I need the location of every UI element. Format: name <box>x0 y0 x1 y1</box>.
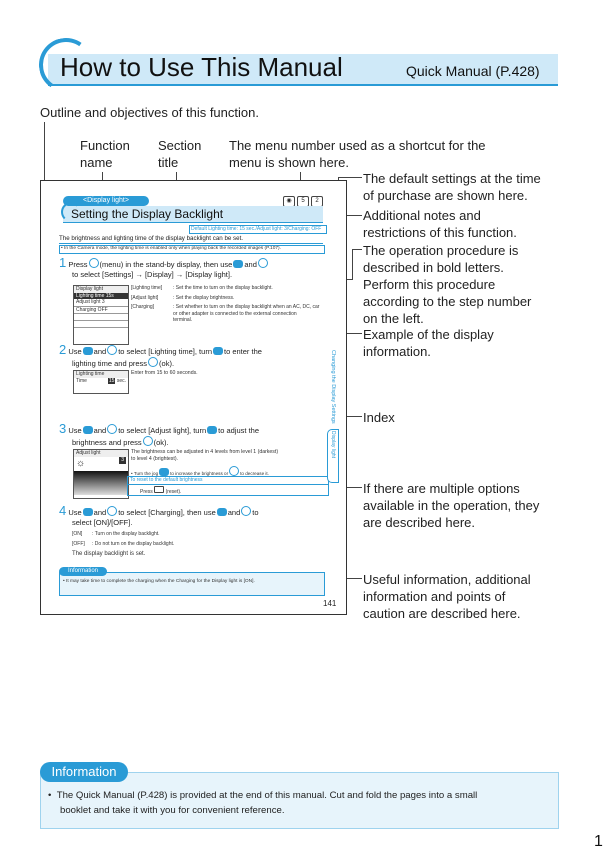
side-index-label: Changing the Display Settings <box>330 350 336 424</box>
caption-line: Useful information, additional <box>363 572 531 587</box>
jog-key-icon <box>83 426 93 434</box>
caption-line: If there are multiple options <box>363 481 520 496</box>
quick-manual-reference[interactable]: Quick Manual (P.428) <box>406 63 540 79</box>
select-key-icon <box>107 345 117 355</box>
caption-multiple-options <box>363 480 539 531</box>
caption-line: name <box>80 155 113 170</box>
note-text: to decrease it. <box>240 471 269 476</box>
caption-index: Index <box>363 410 395 425</box>
option-label: [Charging] <box>131 304 155 310</box>
reset-key-icon <box>154 486 164 493</box>
caption-menu-number <box>229 137 486 171</box>
ok-key-icon <box>143 436 153 446</box>
jog-key-icon <box>207 426 217 434</box>
sample-info-tab-label: Information <box>67 568 98 574</box>
caption-line: according to the step number <box>363 294 532 309</box>
option-row <box>72 531 272 538</box>
step-text: to adjust the <box>218 426 260 435</box>
caption-line: are described here. <box>363 515 476 530</box>
key-icon <box>229 466 239 476</box>
option-label: [Lighting time] <box>131 285 163 291</box>
step-text: and <box>227 508 241 517</box>
option-row <box>72 541 272 548</box>
option-label: [ON] <box>72 531 83 537</box>
note-text: In the Camera mode, the lighting time is enabled only when playing back the recorded images (P.107). <box>64 246 281 251</box>
brightness-gradient <box>74 471 128 495</box>
select-key-icon <box>107 506 117 516</box>
caption-line: Perform this procedure <box>363 277 496 292</box>
caption-line: on the left. <box>363 311 424 326</box>
step-text: Use <box>68 347 82 356</box>
jog-key-icon <box>213 347 223 355</box>
step-text: to select [Charging], then use <box>118 508 216 517</box>
jog-key-icon <box>233 260 243 268</box>
caption-outline: Outline and objectives of this function. <box>40 105 259 120</box>
default-settings-line: Default Lighting time: 15 sec./Adjust light: 3/Charging: OFF <box>189 225 327 234</box>
number-key-icon: 5 <box>297 196 309 207</box>
multiple-options-box <box>127 476 329 496</box>
jog-key-icon <box>83 347 93 355</box>
note-text: Turn the jog <box>133 471 159 476</box>
step-text: to select [Settings] → [Display] → [Display light]. <box>72 270 233 279</box>
screen-row <box>74 378 128 385</box>
screen-unit: sec. <box>116 377 126 384</box>
caption-line: The menu number used as a shortcut for the <box>229 138 486 153</box>
caption-default-settings <box>363 170 541 204</box>
jog-key-icon <box>159 468 169 476</box>
display-example-screen <box>73 449 129 499</box>
option-desc: or other adapter is connected to the external connection <box>173 310 297 317</box>
screen-row <box>74 457 128 471</box>
jog-key-icon <box>217 508 227 516</box>
step-2-note: Enter from 15 to 60 seconds. <box>131 370 198 376</box>
step-text: to select [Lighting time], turn <box>118 347 212 356</box>
step-4 <box>59 503 329 528</box>
step-1 <box>59 255 324 280</box>
step-text: and <box>93 347 107 356</box>
step-text: lighting time and press <box>72 359 148 368</box>
option-row <box>131 285 331 292</box>
option-desc: : Do not turn on the display backlight. <box>92 540 175 547</box>
caption-line: Example of the display <box>363 327 494 342</box>
note-line: to level 4 (brightest). <box>131 455 178 462</box>
step-text: Use <box>68 426 82 435</box>
caption-section-title <box>158 137 201 171</box>
option-desc: : Turn on the display backlight. <box>92 531 160 537</box>
caption-line: Additional notes and <box>363 208 481 223</box>
step-text: to enter the <box>224 347 262 356</box>
menu-number-icons <box>283 196 323 206</box>
note-bullet: • Turn the jog to increase the brightness or to decrease it. <box>131 466 331 478</box>
caption-line: Section <box>158 138 202 153</box>
option-desc: : Set the display brightness. <box>173 294 235 301</box>
side-index[interactable] <box>327 351 337 483</box>
step-4-options <box>72 531 272 547</box>
caption-operation-procedure <box>363 242 531 327</box>
function-outline: The brightness and lighting time of the display backlight can be set. <box>59 235 323 244</box>
select-key-icon <box>241 506 251 516</box>
menu-key-icon <box>89 258 99 268</box>
option-desc: : Set the time to turn on the display backlight. <box>173 285 273 291</box>
screen-label: Time <box>76 377 87 384</box>
display-example-screen <box>73 285 129 345</box>
caption-line: restrictions of this function. <box>363 225 517 240</box>
info-line: • The Quick Manual (P.428) is provided at the end of this manual. Cut and fold the pages into a small <box>48 790 478 801</box>
screen-row <box>74 314 128 321</box>
number-key-icon: 2 <box>311 196 323 207</box>
page-title: How to Use This Manual <box>60 52 343 82</box>
option-label: [OFF] <box>72 540 85 547</box>
caption-line: Function <box>80 138 130 153</box>
step-number: 3 <box>59 421 67 436</box>
caption-useful-info <box>363 571 531 622</box>
leader-line <box>352 249 362 250</box>
step-text: select [ON]/[OFF]. <box>72 518 133 527</box>
caption-line: described in bold letters. <box>363 260 504 275</box>
step-4-result: The display backlight is set. <box>72 551 146 557</box>
info-line-text: The Quick Manual (P.428) is provided at the end of this manual. Cut and fold the pages into a small <box>56 790 478 801</box>
caption-additional-notes <box>363 207 517 241</box>
screen-row: Charging OFF <box>74 307 128 315</box>
caption-line: The default settings at the time <box>363 171 541 186</box>
select-key-icon <box>107 424 117 434</box>
jog-key-icon <box>83 508 93 516</box>
caption-line: caution are described here. <box>363 606 521 621</box>
option-desc: terminal. <box>173 317 193 323</box>
option-label: [Adjust light] <box>131 294 159 301</box>
caption-line: title <box>158 155 179 170</box>
option-label <box>131 317 173 324</box>
note-line: The brightness can be adjusted in 4 levels from level 1 (darkest) <box>131 449 279 455</box>
screen-value: 3 <box>121 456 124 463</box>
page-number: 1 <box>594 833 603 850</box>
step-text: and <box>93 426 107 435</box>
step-3-notes <box>131 449 331 478</box>
select-key-icon <box>258 258 268 268</box>
sample-info-text: • It may take time to complete the charging when the Charging for the Display light is [ON]. <box>63 579 255 584</box>
screen-value: 15 <box>108 377 115 384</box>
screen-row: Adjust light 3 <box>74 299 128 307</box>
step-text: brightness and press <box>72 438 142 447</box>
function-tag-label: <Display light> <box>83 197 129 204</box>
step-text: (ok). <box>159 359 175 368</box>
caption-example-display <box>363 326 494 360</box>
sample-page-number: 141 <box>323 599 337 608</box>
options-title: To reset to the default brightness <box>128 477 328 485</box>
step-text: and <box>93 508 107 517</box>
info-line: booklet and take it with you for convenient reference. <box>60 805 285 816</box>
caption-function-name <box>80 137 130 171</box>
leader-line <box>352 249 353 279</box>
screen-title: Lighting time <box>74 371 128 378</box>
step-text: to <box>252 508 259 517</box>
caption-line: information and points of <box>363 589 506 604</box>
caption-line: menu is shown here. <box>229 155 349 170</box>
option-row <box>131 295 331 302</box>
ok-key-icon <box>148 357 158 367</box>
step-1-options <box>131 285 331 324</box>
information-tab-label: Information <box>51 764 117 779</box>
caption-line: information. <box>363 344 431 359</box>
step-2 <box>59 342 329 369</box>
header-rule <box>48 84 558 86</box>
option-desc: : Set whether to turn on the display backlight when an AC, DC, car <box>173 304 320 310</box>
screen-row <box>74 321 128 328</box>
step-text: and <box>244 260 257 269</box>
options-text: Press <box>140 488 153 495</box>
step-text: Use <box>68 508 82 517</box>
section-title: Setting the Display Backlight <box>71 207 224 221</box>
display-example-screen <box>73 370 129 394</box>
step-text: (ok). <box>153 438 169 447</box>
sample-manual-page <box>40 180 347 615</box>
screen-title: Display light <box>74 286 128 293</box>
screen-row: Lighting time 15s <box>74 293 128 300</box>
side-index-sub-label: Display light <box>330 431 336 458</box>
options-text: (reset). <box>165 488 182 495</box>
note-text: to increase the brightness or <box>170 471 229 476</box>
caption-line: The operation procedure is <box>363 243 519 258</box>
sun-icon: ☼ <box>76 457 86 469</box>
caption-line: of purchase are shown here. <box>363 188 528 203</box>
step-number: 1 <box>59 255 67 270</box>
step-text: to select [Adjust light], turn <box>118 426 207 435</box>
info-text: It may take time to complete the charging when the Charging for the Display light is [ON]. <box>66 579 255 584</box>
step-text: (menu) in the stand-by display, then use <box>99 260 233 269</box>
menu-key-icon: ◉ <box>283 196 295 207</box>
step-3 <box>59 421 329 448</box>
step-number: 4 <box>59 503 67 518</box>
screen-title: Adjust light <box>74 450 128 457</box>
caption-line: available in the operation, they <box>363 498 540 513</box>
information-text <box>48 788 477 818</box>
option-row <box>131 317 331 324</box>
step-number: 2 <box>59 342 67 357</box>
additional-note: • In the Camera mode, the lighting time is enabled only when playing back the recorded images (P.107). <box>59 245 325 254</box>
leader-line <box>338 177 362 178</box>
step-text: Press <box>68 260 88 269</box>
